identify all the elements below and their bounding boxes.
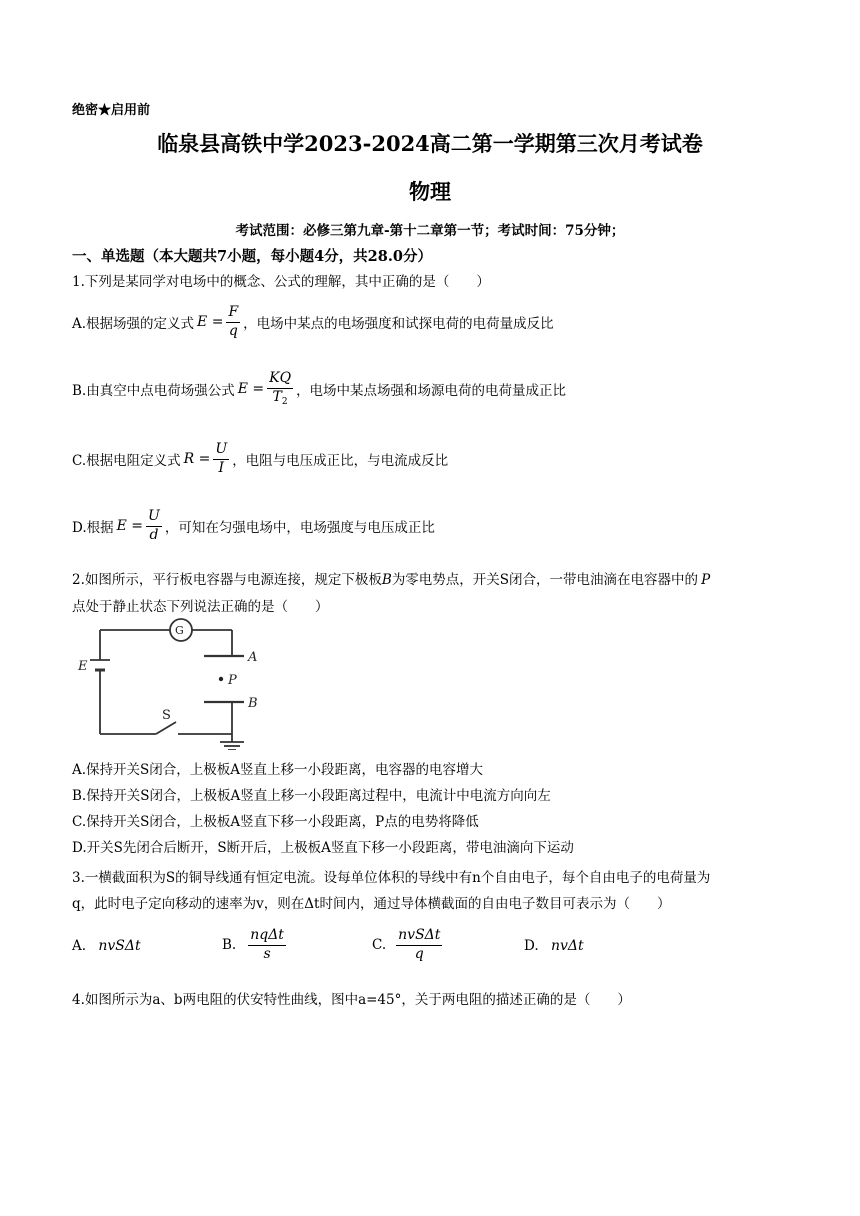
q3-a-label: A. <box>72 938 87 954</box>
plate-b-label: B <box>248 696 258 711</box>
switch-label: S <box>162 708 171 723</box>
q4-stem: 4.如图所示为a、b两电阻的伏安特性曲线，图中a=45°，关于两电阻的描述正确的是（ ） <box>72 992 631 1008</box>
point-p-label: P <box>228 673 237 688</box>
q1-b-pre: B.由真空中点电荷场强公式 <box>72 382 235 399</box>
q1-c-lhs: R = <box>183 451 211 467</box>
q3-c-label: C. <box>372 937 387 953</box>
galvanometer-label: G <box>175 624 184 637</box>
q1-d-pre: D.根据 <box>72 520 114 536</box>
plate-a-label: A <box>248 650 258 665</box>
capacitor-circuit-diagram <box>72 618 292 750</box>
q3-c-num: nvSΔt <box>396 927 442 946</box>
q1-option-d <box>72 508 435 544</box>
q1-c-fraction <box>213 441 229 477</box>
subject-title: 物理 <box>409 179 451 204</box>
q1-c-den: I <box>218 459 225 476</box>
q1-b-den-wrap <box>271 389 290 408</box>
q1-b-fraction <box>267 370 293 408</box>
q2-line1-b: B <box>381 572 392 588</box>
q2-stem-line2: 点处于静止状态下列说法正确的是（ ） <box>72 599 329 615</box>
q2-option-d: D.开关S先闭合后断开，S断开后，上极板A竖直下移一小段距离，带电油滴向下运动 <box>72 840 574 856</box>
q1-d-fraction <box>146 508 162 544</box>
q1-c-post: ，电阻与电压成正比，与电流成反比 <box>232 453 449 469</box>
exam-title: 临泉县高铁中学2023-2024高二第一学期第三次月考试卷 <box>157 131 703 156</box>
q1-option-b <box>72 370 566 408</box>
q2-option-c: C.保持开关S闭合，上极板A竖直下移一小段距离，P点的电势将降低 <box>72 814 479 830</box>
q3-option-c <box>372 927 445 963</box>
q3-stem-line1: 3.一横截面积为S的铜导线通有恒定电流。设每单位体积的导线中有n个自由电子，每个自由电子的电荷量为 <box>72 870 711 886</box>
q1-b-post: ，电场中某点场强和场源电荷的电荷量成正比 <box>296 382 567 399</box>
q1-a-num: F <box>226 304 240 323</box>
q3-c-den: q <box>414 945 424 962</box>
q1-d-lhs: E = <box>116 518 144 534</box>
q3-b-fraction <box>248 927 286 963</box>
battery-label: E <box>78 659 88 674</box>
q1-d-post: ，可知在匀强电场中，电场强度与电压成正比 <box>164 520 435 536</box>
q3-stem-line2: q，此时电子定向移动的速率为v，则在Δt时间内，通过导体横截面的自由电子数目可表示为（ ） <box>72 896 671 912</box>
q1-b-lhs: E = <box>237 380 265 397</box>
q1-c-num: U <box>213 441 229 460</box>
q2-line1-a: 2.如图所示，平行板电容器与电源连接，规定下极板 <box>72 572 382 588</box>
q3-d-label: D. <box>524 938 539 954</box>
q1-d-num: U <box>146 508 162 527</box>
q3-c-fraction <box>396 927 442 963</box>
q1-option-a <box>72 304 554 340</box>
q1-option-c <box>72 441 448 477</box>
secret-label: 绝密★启用前 <box>72 103 151 118</box>
q1-b-num: KQ <box>267 370 293 389</box>
q2-option-a: A.保持开关S闭合，上极板A竖直上移一小段距离，电容器的电容增大 <box>72 762 484 778</box>
q1-b-den-sub: 2 <box>281 396 288 407</box>
switch-icon <box>156 722 176 734</box>
q2-line1-d: P <box>701 572 711 588</box>
q2-line1-c: 为零电势点，开关S闭合，一带电油滴在电容器中的 <box>391 572 699 588</box>
q3-a-expr: nvSΔt <box>98 938 141 954</box>
q3-b-label: B. <box>222 937 237 953</box>
q1-stem: 1.下列是某同学对电场中的概念、公式的理解，其中正确的是（ ） <box>72 274 490 290</box>
q1-a-lhs: E = <box>197 314 224 330</box>
q3-d-expr: nvΔt <box>550 938 584 954</box>
q3-b-num: nqΔt <box>248 927 286 946</box>
section-title: 一、单选题（本大题共7小题，每小题4分，共28.0分） <box>72 248 432 265</box>
q1-a-post: ，电场中某点的电场强度和试探电荷的电荷量成反比 <box>243 316 554 332</box>
q1-a-den: q <box>228 322 238 339</box>
q2-option-b: B.保持开关S闭合，上极板A竖直上移一小段距离过程中，电流计中电流方向向左 <box>72 788 551 804</box>
q1-a-pre: A.根据场强的定义式 <box>72 316 195 332</box>
q1-d-den: d <box>149 526 159 543</box>
q1-b-den: T <box>272 388 282 405</box>
oil-drop-point <box>219 677 223 681</box>
q3-b-den: s <box>263 945 271 962</box>
q2-stem-line1 <box>72 568 710 588</box>
q1-a-fraction <box>226 304 240 340</box>
q3-option-b <box>222 927 289 963</box>
q1-c-pre: C.根据电阻定义式 <box>72 453 181 469</box>
q3-option-a <box>72 938 141 954</box>
q3-option-d <box>524 938 584 954</box>
exam-scope: 考试范围：必修三第九章-第十二章第一节；考试时间：75分钟； <box>235 223 625 239</box>
